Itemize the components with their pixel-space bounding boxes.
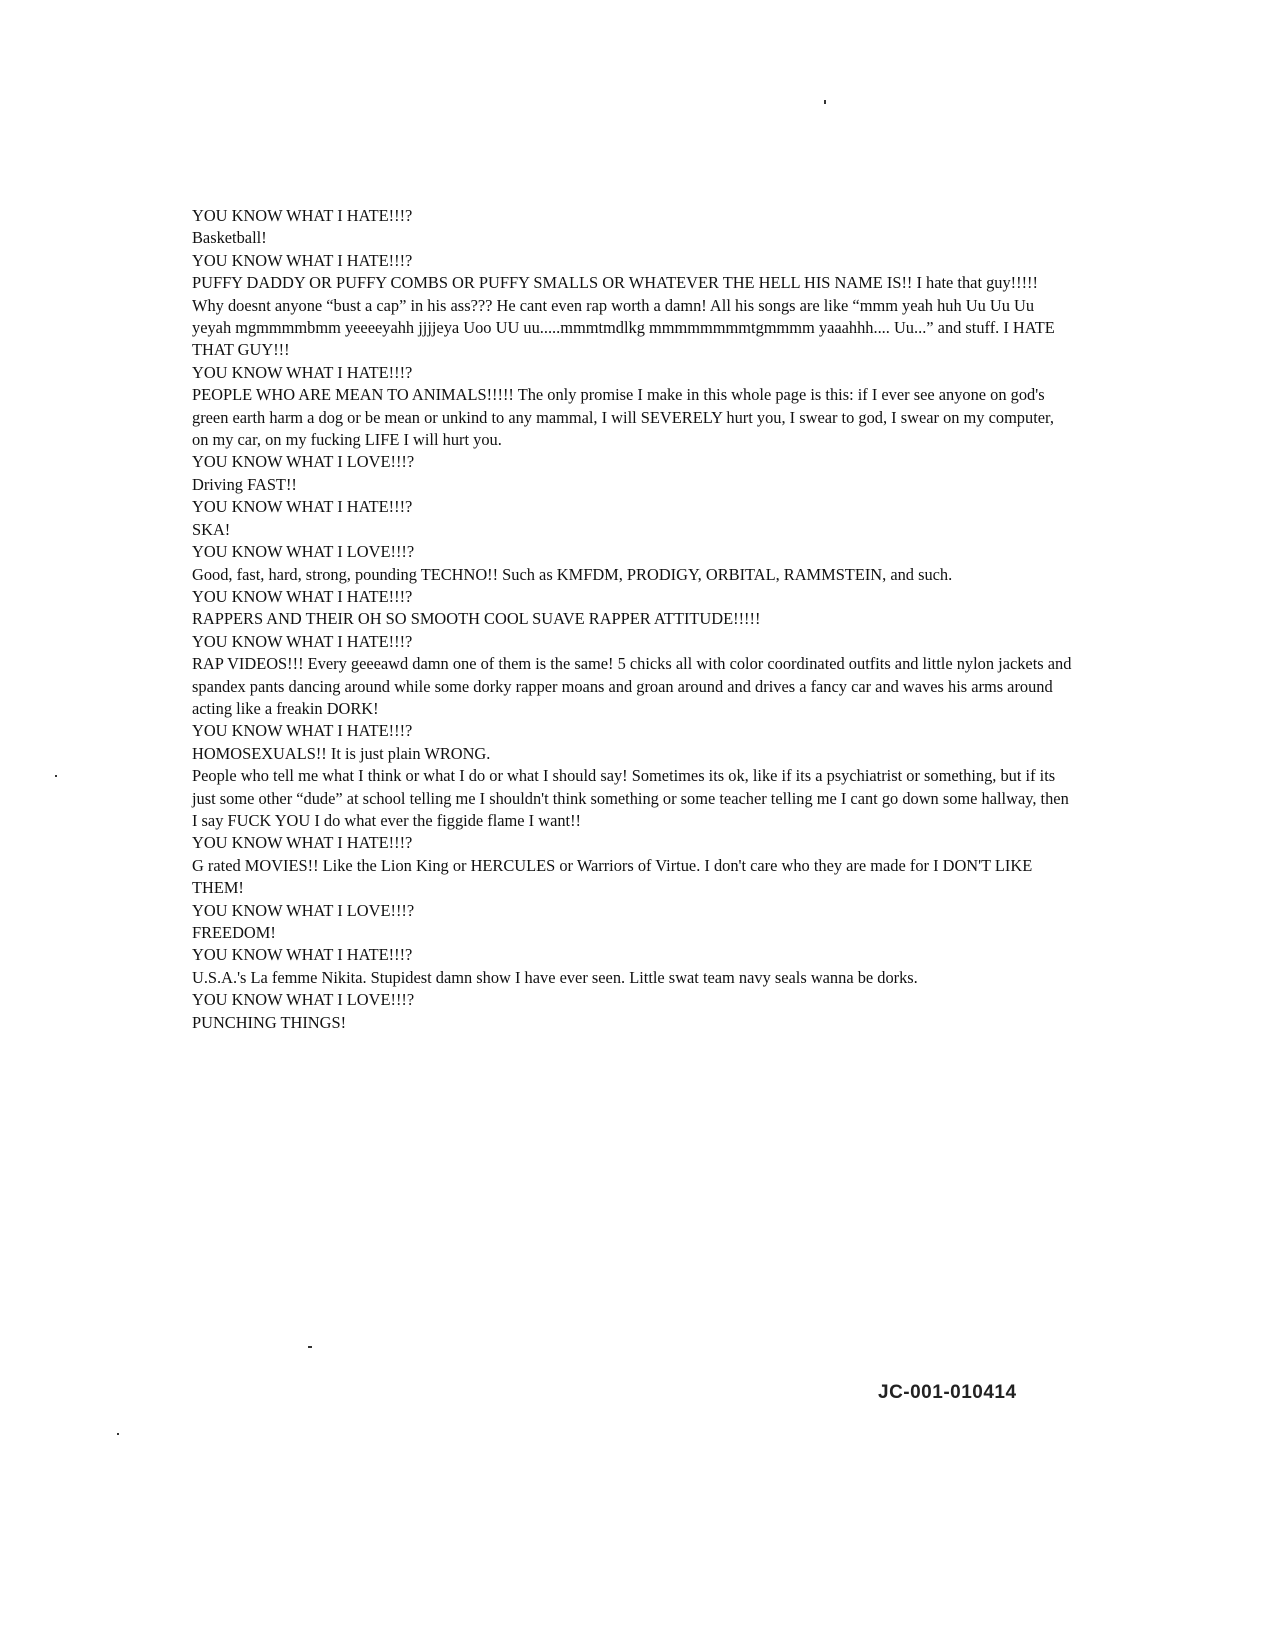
text-line: YOU KNOW WHAT I HATE!!!? xyxy=(192,833,413,853)
text-line: YOU KNOW WHAT I LOVE!!!? xyxy=(192,900,415,920)
text-line: U.S.A.'s La femme Nikita. Stupidest damn show I have ever seen. Little swat team navy seals wanna be dorks. xyxy=(192,967,918,987)
text-paragraph: PUFFY DADDY OR PUFFY COMBS OR PUFFY SMALLS OR WHATEVER THE HELL HIS NAME IS!! I hate that guy!!!!! Why doesnt anyone “bust a cap” in his ass??? He cant even rap worth a damn! All his songs are like “mmm yeah huh Uu Uu Uu yeyah mgmmmmbmm yeeeeyahh jjjjeya Uoo UU uu.....mmmtmdlkg mmmmmmmmtgmmmm yaaahhh.... Uu...” and stuff. I HATE THAT GUY!!! xyxy=(192,273,1055,360)
scan-speck xyxy=(824,100,826,104)
text-line: YOU KNOW WHAT I HATE!!!? xyxy=(192,945,413,965)
text-line: YOU KNOW WHAT I LOVE!!!? xyxy=(192,542,415,562)
text-paragraph: RAP VIDEOS!!! Every geeeawd damn one of them is the same! 5 chicks all with color coordinated outfits and little nylon jackets and spandex pants dancing around while some dorky rapper moans and groan around and drives a fancy car and waves his arms around acting like a freakin DORK! xyxy=(192,654,1072,718)
bates-stamp: JC-001-010414 xyxy=(878,1382,1017,1403)
text-paragraph: PEOPLE WHO ARE MEAN TO ANIMALS!!!!! The only promise I make in this whole page is this: if I ever see anyone on god's green earth harm a dog or be mean or unkind to any mammal, I will SEVERELY hurt you, I swear to god, I swear on my computer, on my car, on my fucking LIFE I will hurt you. xyxy=(192,385,1054,450)
text-line: Basketball! xyxy=(192,228,267,248)
text-paragraph: Good, fast, hard, strong, pounding TECHNO!! Such as KMFDM, PRODIGY, ORBITAL, RAMMSTEIN, and such. xyxy=(192,564,953,584)
text-line: YOU KNOW WHAT I HATE!!!? xyxy=(192,721,413,741)
text-paragraph: People who tell me what I think or what I do or what I should say! Sometimes its ok, like if its a psychiatrist or something, but if its just some other “dude” at school telling me I shouldn't think something or some teacher telling me I cant go down some hallway, then I say FUCK YOU I do what ever the figgide flame I want!! xyxy=(192,766,1069,830)
text-line: HOMOSEXUALS!! It is just plain WRONG. xyxy=(192,743,491,763)
text-line: FREEDOM! xyxy=(192,923,276,942)
text-line: YOU KNOW WHAT I HATE!!!? xyxy=(192,250,413,270)
text-line: RAPPERS AND THEIR OH SO SMOOTH COOL SUAVE RAPPER ATTITUDE!!!!! xyxy=(192,609,761,629)
scan-speck xyxy=(308,1346,312,1348)
text-line: YOU KNOW WHAT I LOVE!!!? xyxy=(192,452,415,472)
text-line: PUNCHING THINGS! xyxy=(192,1012,347,1032)
scan-speck xyxy=(55,775,57,777)
text-line: YOU KNOW WHAT I HATE!!!? xyxy=(192,206,413,225)
document-body xyxy=(192,205,1072,1034)
text-line: Driving FAST!! xyxy=(192,474,297,494)
text-line: YOU KNOW WHAT I HATE!!!? xyxy=(192,586,413,606)
text-line: YOU KNOW WHAT I HATE!!!? xyxy=(192,362,413,382)
text-line: YOU KNOW WHAT I LOVE!!!? xyxy=(192,990,415,1010)
text-line: SKA! xyxy=(192,519,231,539)
text-line: YOU KNOW WHAT I HATE!!!? xyxy=(192,631,413,651)
text-line: YOU KNOW WHAT I HATE!!!? xyxy=(192,497,413,517)
text-paragraph: G rated MOVIES!! Like the Lion King or HERCULES or Warriors of Virtue. I don't care who they are made for I DON'T LIKE THEM! xyxy=(192,855,1033,898)
scan-speck xyxy=(117,1433,119,1435)
